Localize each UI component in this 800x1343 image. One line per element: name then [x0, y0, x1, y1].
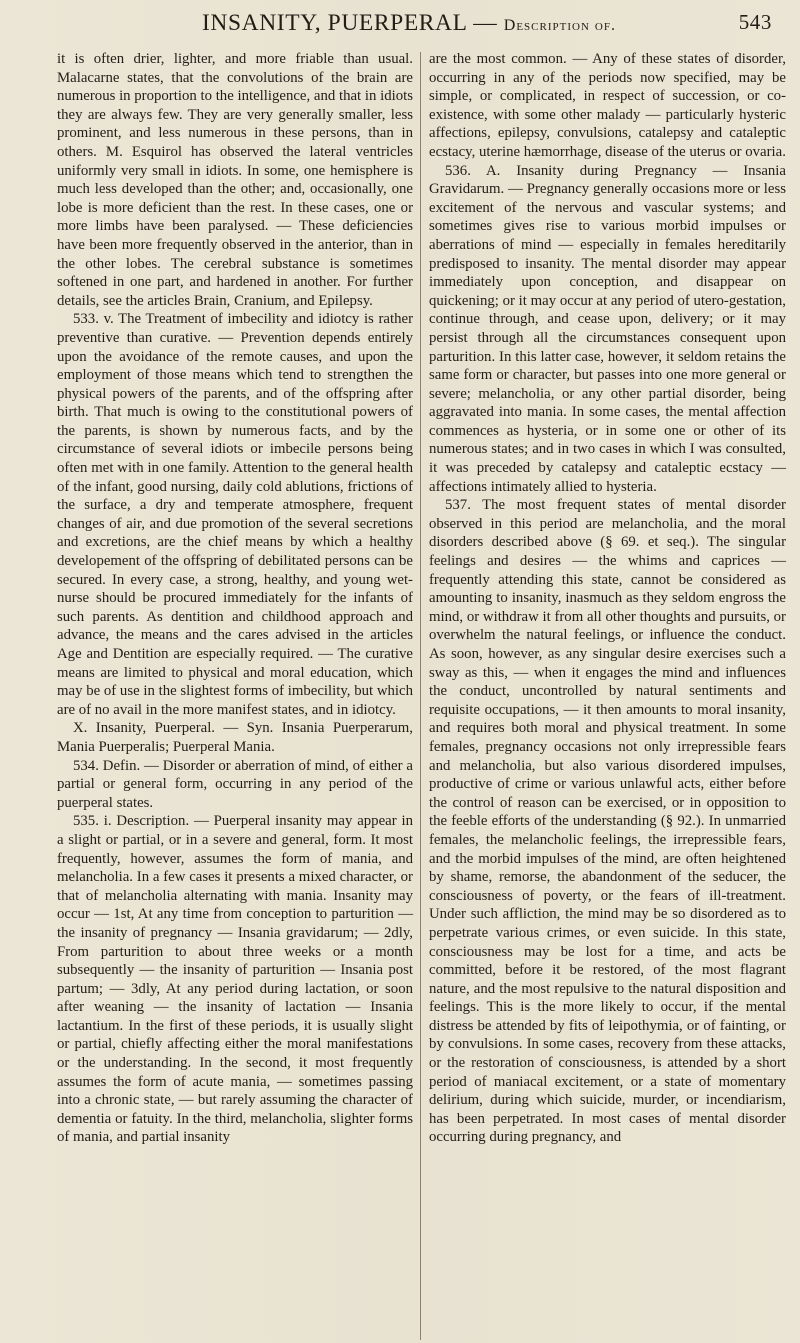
column-divider [420, 52, 421, 1340]
right-column [429, 50, 786, 1147]
paragraph-continuation: it is often drier, lighter, and more friable than usual. Malacarne states, that the convolutions of the brain are numerous in proportion to the intelligence, and that in idiots they are always few. They are very generally smaller, less prominent, and less numerous in these persons, than in others. M. Esquirol has observed the lateral ventricles uniformly very small in idiots. In some, one hemisphere is much less developed than the other; and, occasionally, one lobe is more deficient than the rest. In these cases, one or more limbs have been paralysed. — These deficiencies have been more frequently observed in the anterior, than in the other lobes. The cerebral substance is sometimes softened in one part, and hardened in another. For further details, see the articles Brain, Cranium, and Epilepsy. [57, 51, 413, 309]
running-title [202, 10, 616, 37]
left-column [57, 50, 413, 1147]
paragraph-537-frequent-states: 537. The most frequent states of mental disorder observed in this period are melancholia, and the moral disorders described above (§ 69. et seq.). The singular feelings and desires — the whims and caprices — frequently attending this state, cannot be considered as amounting to insanity, inasmuch as they seldom engross the mind, or withdraw it from all other thoughts and pursuits, or overwhelm the natural feelings, or influence the conduct. As soon, however, as any singular desire exercises such a sway as this, — when it engages the mind and influences the conduct, uncontrolled by natural sentiments and requisite occupations, — it then amounts to moral insanity, and requires both moral and physical treatment. In some females, pregnancy occasions not only irrepressible fears and melancholia, but also various disordered impulses, productive of crime or various unlawful acts, either before the control of reason can be exercised, or in opposition to the feeble efforts of the understanding (§ 92.). In unmarried females, the melancholic feelings, the irrepressible fears, and the morbid impulses of the mind, are often heightened by shame, remorse, the abandonment of the seducer, the consciousness of poverty, or the fears of ill-treatment. Under such affliction, the mind may be so disordered as to perpetrate various crimes, or even suicide. In this state, consciousness may be lost for a time, and acts be committed, before it be restored, of the most flagrant nature, and the most repulsive to the natural disposition and feelings. This is the more likely to occur, if the mental distress be attended by fits of leipothymia, or of fainting, or by convulsions. In some cases, recovery from these attacks, or the restoration of consciousness, is attended by a short period of maniacal excitement, or a state of momentary delirium, during which suicide, murder, or incendiarism, has been perpetrated. In most cases of mental disorder occurring during pregnancy, and [429, 497, 786, 1146]
running-title-main: INSANITY, PUERPERAL [202, 10, 467, 36]
paragraph-536-pregnancy: 536. A. Insanity during Pregnancy — Insania Gravidarum. — Pregnancy generally occasions more or less excitement of the nervous and vascular systems; and sometimes gives rise to various morbid impulses or aberrations of mind — especially in females hereditarily predisposed to insanity. The mental disorder may appear immediately upon conception, and disappear on quickening; or it may occur at any period of utero-gestation, continue through, and cease upon, delivery; or it may persist through all the circumstances consequent upon parturition. In this latter case, however, it seldom retains the same form or character, but passes into one more general or severe; melancholia, or any other partial disorder, being aggravated into mania. In some cases, the mental affection commences as hysteria, or in some one or other of its numerous states; and in two cases in which I was consulted, it was preceded by catalepsy and cataleptic ecstacy — affections intimately allied to hysteria. [429, 162, 786, 495]
page-header [54, 6, 780, 48]
section-heading-insanity-puerperal: X. Insanity, Puerperal. — Syn. Insania Puerperarum, Mania Puerperalis; Puerperal Mania. [57, 720, 413, 755]
running-title-dash: — [473, 10, 498, 36]
paragraph-535-description: 535. i. Description. — Puerperal insanity may appear in a slight or partial, or in a severe and general, form. It most frequently, however, assumes the form of mania, and melancholia. In a few cases it presents a mixed character, or that of melancholia alternating with mania. Insanity may occur — 1st, At any time from conception to parturition — the insanity of pregnancy — Insania gravidarum; — 2dly, From parturition to about three weeks or a month subsequently — the insanity of parturition — Insania post partum; — 3dly, At any period during lactation, or soon after weaning — the insanity of lactation — Insania lactantium. In the first of these periods, it is usually slight or partial, chiefly affecting either the moral manifestations or the understanding. In the second, it most frequently assumes the form of acute mania, — sometimes passing into a chronic state, — but rarely assuming the character of dementia or fatuity. In the third, melancholia, slighter forms of mania, and partial insanity [57, 813, 413, 1146]
running-title-sub: Description of. [503, 17, 616, 34]
page-number: 543 [738, 10, 772, 34]
paragraph-533-treatment: 533. v. The Treatment of imbecility and idiotcy is rather preventive than curative. — Prevention depends entirely upon the avoidance of the remote causes, and upon the employment of those means which tend to strengthen the physical powers of the parents, and of the offspring after birth. That much is owing to the constitutional powers of the parents, is shown by numerous facts, and by the circumstance of several idiots or imbecile persons being often met with in one family. Attention to the general health of the infant, good nursing, daily cold ablutions, frictions of the surface, a dry and temperate atmosphere, frequent changes of air, and due promotion of the several secretions and excretions, are the chief means by which a healthy developement of the offspring of debilitated persons can be secured. In every case, a strong, healthy, and young wet-nurse should be procured immediately for the infants of such parents. As dentition and childhood approach and advance, the means and the cares advised in the articles Age and Dentition are especially required. — The curative means are limited to physical and moral education, which may be of use in the slightest forms of imbecility, but which are of no avail in the more manifest states, and in idiotcy. [57, 311, 413, 718]
paragraph-534-definition: 534. Defin. — Disorder or aberration of mind, of either a partial or general form, occurring in any period of the puerperal states. [57, 757, 413, 811]
paragraph-continuation-right: are the most common. — Any of these states of disorder, occurring in any of the periods now specified, may be simple, or complicated, in respect of succession, or co-existence, with some other malady — particularly hysteric affections, epilepsy, convulsions, catalepsy and cataleptic ecstacy, uterine hæmorrhage, disease of the uterus or ovaria. [429, 51, 786, 160]
